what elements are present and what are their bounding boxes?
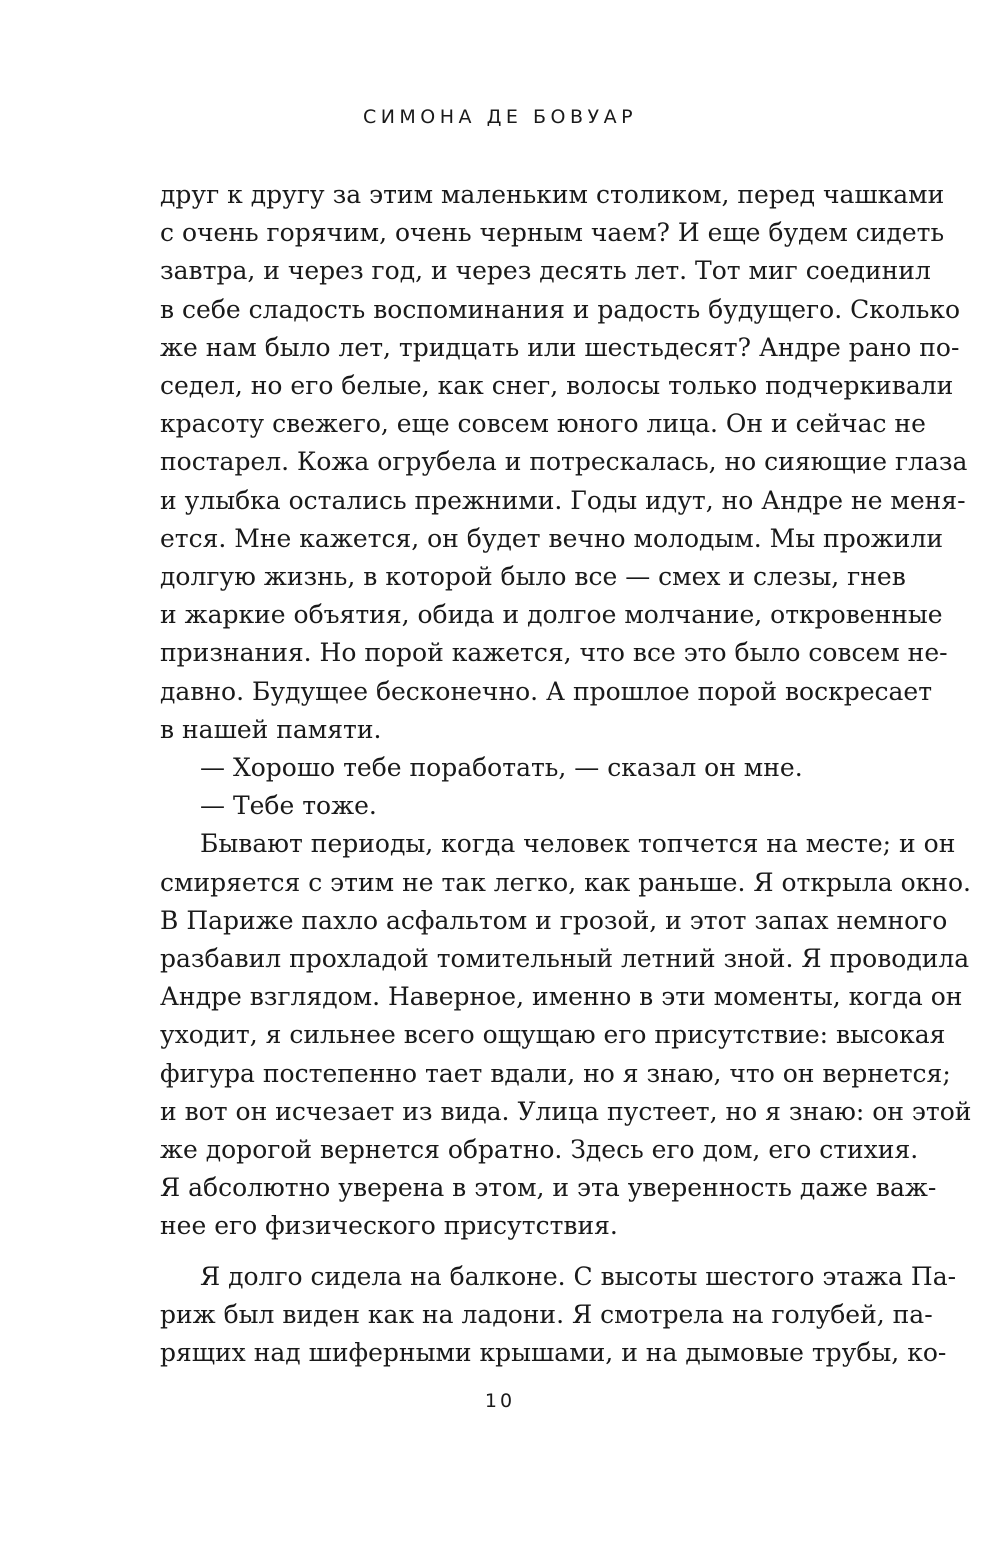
text-line: — Хорошо тебе поработать, — сказал он мне. — [200, 753, 803, 783]
text-line: Андре взглядом. Наверное, именно в эти моменты, когда он — [160, 982, 963, 1012]
text-line: завтра, и через год, и через десять лет. Тот миг соединил — [160, 256, 931, 286]
text-line: же нам было лет, тридцать или шестьдесят? Андре рано по- — [160, 332, 960, 362]
text-line: с очень горячим, очень черным чаем? И еще будем сидеть — [160, 218, 945, 248]
text-line: в себе сладость воспоминания и радость будущего. Сколько — [160, 294, 961, 324]
text-line: постарел. Кожа огрубела и потрескалась, но сияющие глаза — [160, 447, 968, 477]
text-line: седел, но его белые, как снег, волосы только подчеркивали — [160, 371, 954, 401]
text-line: долгую жизнь, в которой было все — смех и слезы, гнев — [160, 562, 906, 592]
text-line: смиряется с этим не так легко, как раньше. Я открыла окно. — [160, 867, 971, 897]
text-line: в нашей памяти. — [160, 714, 382, 744]
text-line: рящих над шиферными крышами, и на дымовые трубы, ко- — [160, 1338, 947, 1368]
text-line: разбавил прохладой томительный летний зной. Я проводила — [160, 944, 970, 974]
text-line: Я долго сидела на балконе. С высоты шестого этажа Па- — [200, 1261, 957, 1291]
text-line: признания. Но порой кажется, что все это было совсем не- — [160, 638, 948, 668]
text-line: риж был виден как на ладони. Я смотрела на голубей, па- — [160, 1299, 933, 1329]
text-line: Я абсолютно уверена в этом, и эта уверенность даже важ- — [160, 1173, 937, 1203]
text-line: фигура постепенно тает вдали, но я знаю, что он вернется; — [160, 1058, 951, 1088]
text-line: и улыбка остались прежними. Годы идут, но Андре не меня- — [160, 485, 966, 515]
text-line: и вот он исчезает из вида. Улица пустеет, но я знаю: он этой — [160, 1096, 972, 1126]
text-line: В Париже пахло асфальтом и грозой, и этот запах немного — [160, 905, 948, 935]
running-head-author: СИМОНА ДЕ БОВУАР — [362, 106, 638, 128]
text-line: Бывают периоды, когда человек топчется на месте; и он — [200, 829, 956, 859]
text-line: — Тебе тоже. — [200, 791, 377, 821]
text-line: же дорогой вернется обратно. Здесь его дом, его стихия. — [160, 1135, 919, 1165]
text-line: и жаркие объятия, обида и долгое молчание, откровенные — [160, 600, 943, 630]
text-line: нее его физического присутствия. — [160, 1211, 618, 1241]
page-number: 10 — [484, 1390, 516, 1412]
paragraph-gap — [160, 1246, 894, 1258]
text-line: давно. Будущее бесконечно. А прошлое порой воскресает — [160, 676, 933, 706]
text-line: красоту свежего, еще совсем юного лица. Он и сейчас не — [160, 409, 926, 439]
text-line: уходит, я сильнее всего ощущаю его присутствие: высокая — [160, 1020, 946, 1050]
body-text — [160, 176, 972, 1372]
text-line: ется. Мне кажется, он будет вечно молодым. Мы прожили — [160, 523, 943, 553]
text-line: друг к другу за этим маленьким столиком, перед чашками — [160, 180, 945, 209]
